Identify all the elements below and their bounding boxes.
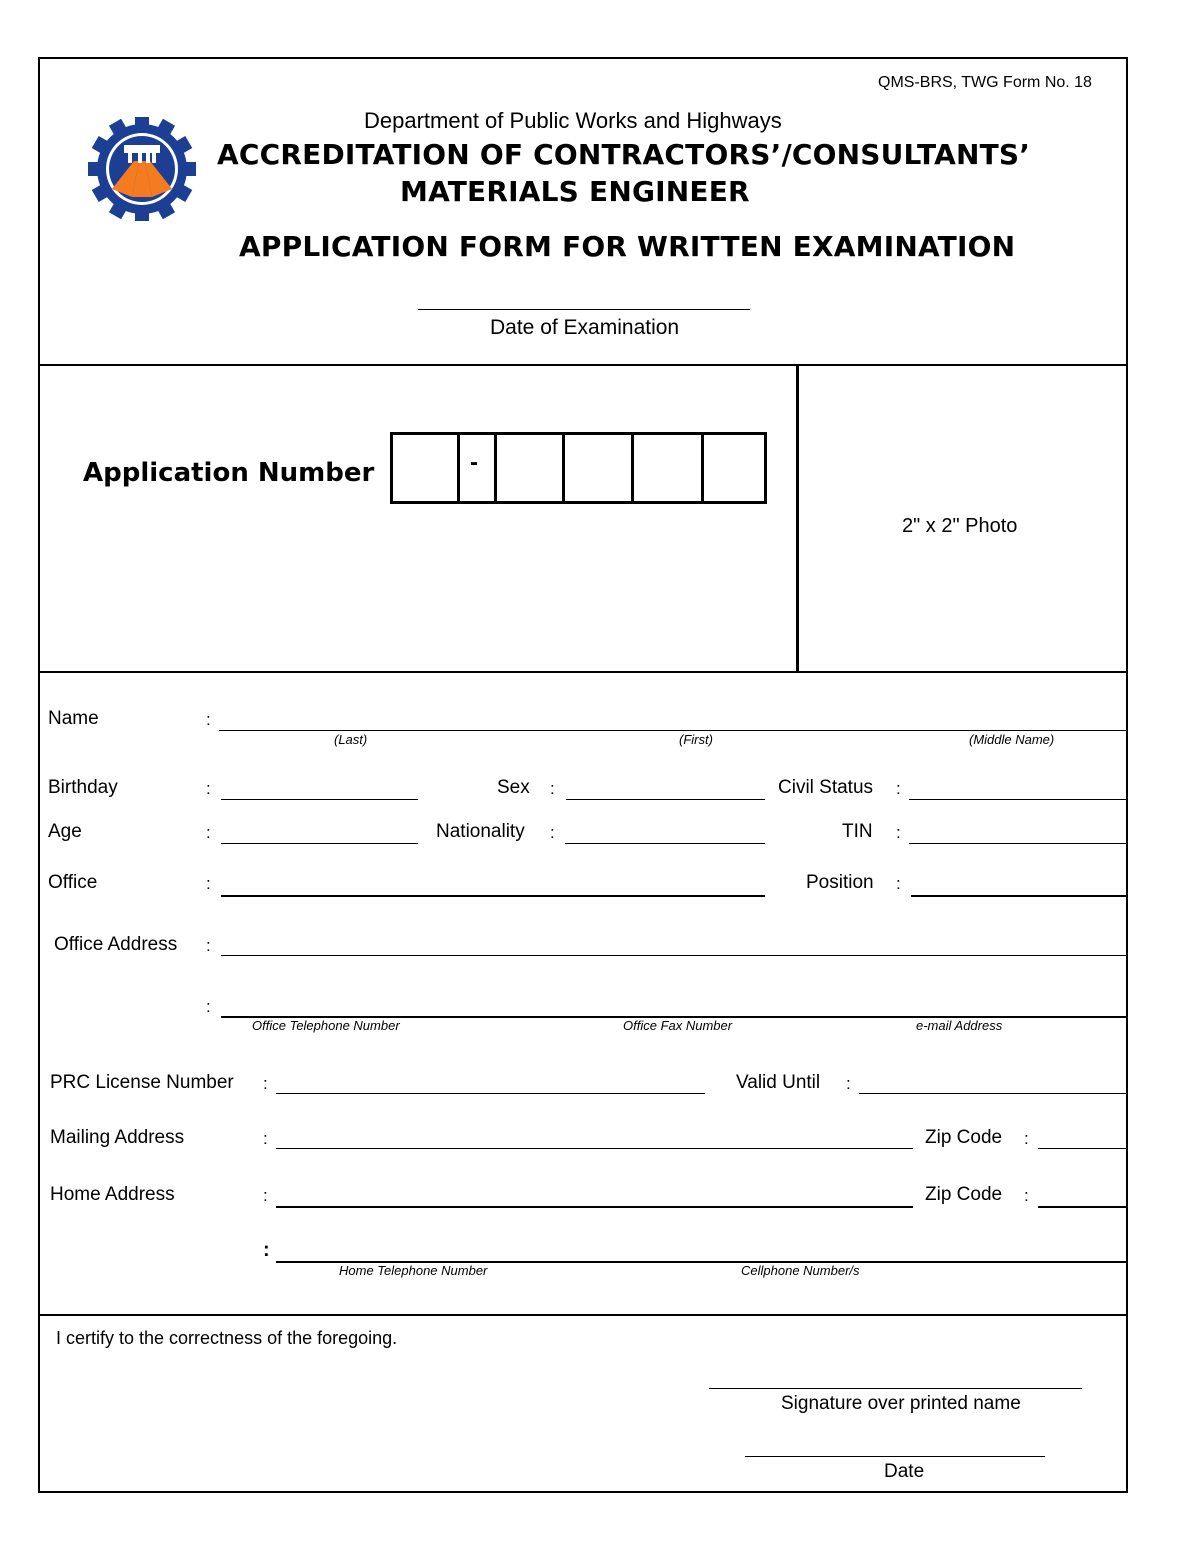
office-contact-colon: :	[206, 997, 211, 1016]
home-zip-field[interactable]	[1038, 1206, 1126, 1208]
name-middle-caption: (Middle Name)	[969, 732, 1055, 747]
mailing-zip-field[interactable]	[1038, 1148, 1126, 1149]
birthday-label: Birthday	[48, 777, 118, 798]
prc-license-field[interactable]	[276, 1093, 705, 1094]
signature-line[interactable]	[709, 1388, 1082, 1389]
valid-until-colon: :	[846, 1074, 851, 1093]
cellphone-caption: Cellphone Number/s	[741, 1263, 860, 1278]
mailing-address-colon: :	[263, 1129, 268, 1148]
sex-label: Sex	[497, 777, 530, 798]
title-line-2: MATERIALS ENGINEER	[400, 175, 750, 208]
office-colon: :	[206, 874, 211, 893]
tin-colon: :	[896, 823, 901, 842]
tin-field[interactable]	[909, 843, 1126, 844]
app-number-dash: -	[470, 449, 478, 476]
age-label: Age	[48, 821, 82, 842]
app-number-box-2[interactable]	[497, 435, 565, 501]
date-of-exam-line[interactable]	[418, 309, 750, 310]
app-number-box-5[interactable]	[704, 435, 764, 501]
photo-divider	[796, 365, 799, 672]
office-field[interactable]	[221, 895, 765, 897]
home-address-field[interactable]	[276, 1206, 913, 1208]
valid-until-field[interactable]	[859, 1093, 1126, 1094]
office-fax-caption: Office Fax Number	[623, 1018, 733, 1033]
date-signed-line[interactable]	[745, 1456, 1045, 1457]
civil-status-label: Civil Status	[778, 777, 874, 798]
form-code: QMS-BRS, TWG Form No. 18	[878, 74, 1092, 91]
form-title: APPLICATION FORM FOR WRITTEN EXAMINATION	[239, 230, 1016, 263]
name-label: Name	[48, 708, 99, 729]
civil-status-colon: :	[896, 779, 901, 798]
birthday-field[interactable]	[221, 799, 418, 800]
certification-divider	[38, 1314, 1128, 1316]
age-field[interactable]	[221, 843, 418, 844]
email-caption: e-mail Address	[916, 1018, 1003, 1033]
home-address-label: Home Address	[50, 1184, 175, 1205]
civil-status-field[interactable]	[909, 799, 1126, 800]
birthday-colon: :	[206, 779, 211, 798]
app-number-box-1[interactable]	[393, 435, 460, 501]
sex-colon: :	[550, 779, 555, 798]
application-divider	[38, 671, 1128, 673]
application-number-label: Application Number	[83, 458, 375, 488]
prc-license-colon: :	[263, 1074, 268, 1093]
sex-field[interactable]	[566, 799, 765, 800]
tin-label: TIN	[842, 821, 873, 842]
application-number-boxes[interactable]	[390, 432, 767, 504]
title-line-1: ACCREDITATION OF CONTRACTORS’/CONSULTANTS’	[217, 138, 1031, 171]
header-divider	[38, 364, 1128, 366]
name-field[interactable]	[219, 730, 1126, 731]
date-signed-label: Date	[884, 1461, 925, 1482]
mailing-address-label: Mailing Address	[50, 1127, 185, 1148]
dpwh-logo-icon	[84, 117, 200, 221]
age-colon: :	[206, 823, 211, 842]
app-number-box-4[interactable]	[634, 435, 704, 501]
name-last-caption: (Last)	[334, 732, 368, 747]
home-zip-colon: :	[1024, 1186, 1029, 1205]
home-address-colon: :	[263, 1186, 268, 1205]
date-of-exam-label: Date of Examination	[490, 316, 680, 339]
department-name: Department of Public Works and Highways	[364, 108, 782, 133]
office-label: Office	[48, 872, 98, 893]
home-tel-caption: Home Telephone Number	[339, 1263, 488, 1278]
photo-placeholder-label: 2" x 2" Photo	[902, 515, 1018, 537]
app-number-separator-box	[460, 435, 497, 501]
mailing-zip-label: Zip Code	[925, 1127, 1003, 1148]
office-address-label: Office Address	[54, 934, 178, 955]
home-contact-colon: :	[263, 1239, 270, 1261]
signature-label: Signature over printed name	[781, 1393, 1021, 1414]
mailing-zip-colon: :	[1024, 1129, 1029, 1148]
mailing-address-field[interactable]	[276, 1148, 913, 1149]
certification-statement: I certify to the correctness of the foregoing.	[56, 1328, 398, 1348]
nationality-colon: :	[550, 823, 555, 842]
nationality-field[interactable]	[565, 843, 765, 844]
office-address-colon: :	[206, 936, 211, 955]
name-first-caption: (First)	[679, 732, 713, 747]
form-frame	[38, 57, 1128, 1493]
app-number-box-3[interactable]	[565, 435, 634, 501]
office-tel-caption: Office Telephone Number	[252, 1018, 400, 1033]
office-address-field[interactable]	[221, 955, 1126, 956]
prc-license-label: PRC License Number	[50, 1072, 234, 1093]
home-zip-label: Zip Code	[925, 1184, 1003, 1205]
position-colon: :	[896, 874, 901, 893]
nationality-label: Nationality	[436, 821, 525, 842]
name-colon: :	[206, 710, 211, 729]
position-label: Position	[806, 872, 874, 893]
position-field[interactable]	[911, 895, 1126, 897]
valid-until-label: Valid Until	[736, 1072, 821, 1093]
